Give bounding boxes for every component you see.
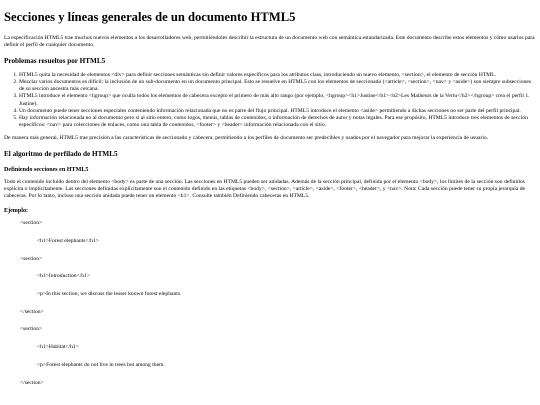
code-line: <section> bbox=[20, 255, 43, 262]
sections-subheading: Definiendo secciones en HTML5 bbox=[4, 167, 89, 174]
problems-heading: Problemas resueltos por HTML5 bbox=[4, 57, 106, 66]
problem-item: 4. Un documento puede tener secciones especiales conteniendo información relacionada que no es parte del flujo principal. HTML5 introduce el elemento <aside> permitiendo a dichas secciones no ser parte del perfil principal. bbox=[19, 108, 536, 115]
code-line: </section> bbox=[20, 308, 44, 315]
algorithm-heading: El algoritmo de perfilado de HTML5 bbox=[4, 150, 118, 159]
page-title: Secciones y líneas generales de un documento HTML5 bbox=[4, 10, 296, 24]
code-line: <p>In this section, we discuss the lesser known forest elephants. bbox=[37, 291, 182, 298]
code-example bbox=[4, 220, 536, 386]
problem-item: 1. HTML5 quita la necesidad de elementos <div> para definir secciones semánticas sin definir valores específicos para los atributos class, introduciendo un nuevo elemento, <section>, el elemento de sección HTML. bbox=[19, 72, 536, 79]
code-line: <p>Forest elephants do not live in trees but among them. bbox=[37, 361, 165, 368]
code-line: <section> bbox=[20, 220, 43, 227]
sections-paragraph: Todo el contenido incluido dentro del elemento <body> es parte de una sección. Las secciones en HTML5 pueden ser anidadas. Además de la sección principal, definida por el elemento <body>, los límites de la sección son definidos explícita o implícitamente. Las secciones definidas explícitamente son el contenido definido en las etiquetas <body>, <section>, <article>, <aside>, <footer>, <header>, y <nav>. Nota: Cada sección puede tener su propia jerarquía de cabeceras. Por lo tanto, incluso una sección anidada puede tener un elemento <h1>. Consulte también Definiendo cabeceras en HTML5. bbox=[4, 179, 526, 200]
code-line: <h1>Habitat</h1> bbox=[37, 344, 79, 351]
problems-list bbox=[4, 72, 536, 129]
code-line: <h1>Introduction</h1> bbox=[37, 273, 91, 280]
intro-paragraph: La especificación HTML5 trae muchos nuevos elementos a los desarrolladores web, permitiéndoles describir la estructura de un documento web con semántica estandarizada. Este documento describe estos elementos y cómo usarlos para definir el perfil de cualquier documento. bbox=[4, 35, 535, 49]
problem-item: 3. HTML5 introduce el elemento <hgroup> que oculta todos los elementos de cabecera excepto el primero de más alto rango (por ejemplo, <hgroup><h1>Justine</h1><h2>Les Malheurs de la Vertu</h2></hgroup> crea el perfil 1. Justine). bbox=[19, 93, 536, 107]
problem-item: 5. Hay información relacionada no al documento pero si al sitio entero, como logos, menús, tablas de contenidos, o información de derechos de autor y notas legales. Para ese propósito, HTML5 introduce tres elementos de sección específicos: <nav> para colecciones de enlaces, como una tabla de contenidos, <footer> y <header> información relacionada con el sitio. bbox=[19, 115, 536, 129]
problem-item: 2. Mezclar varios documentos es difícil: la inclusión de un sub-documento en un documento principal. Esto se resuelve en HTML5 con los elementos de seccionado (<article>, <section>, <nav> y <aside>) son siempre subsecciones de su sección ancestra más cercana. bbox=[19, 79, 536, 93]
summary-paragraph: De manera más general, HTML5 trae precisión a las características de seccionado y cabecera, permitiendo a los perfiles de documento ser predecibles y usados por el navegador para mejorar la experiencia de usuario. bbox=[4, 134, 489, 141]
code-line: </section> bbox=[20, 379, 44, 386]
example-label: Ejemplo: bbox=[4, 208, 29, 215]
code-line: <h1>Forest elephants</h1> bbox=[37, 238, 99, 244]
code-line: <section> bbox=[20, 326, 43, 333]
